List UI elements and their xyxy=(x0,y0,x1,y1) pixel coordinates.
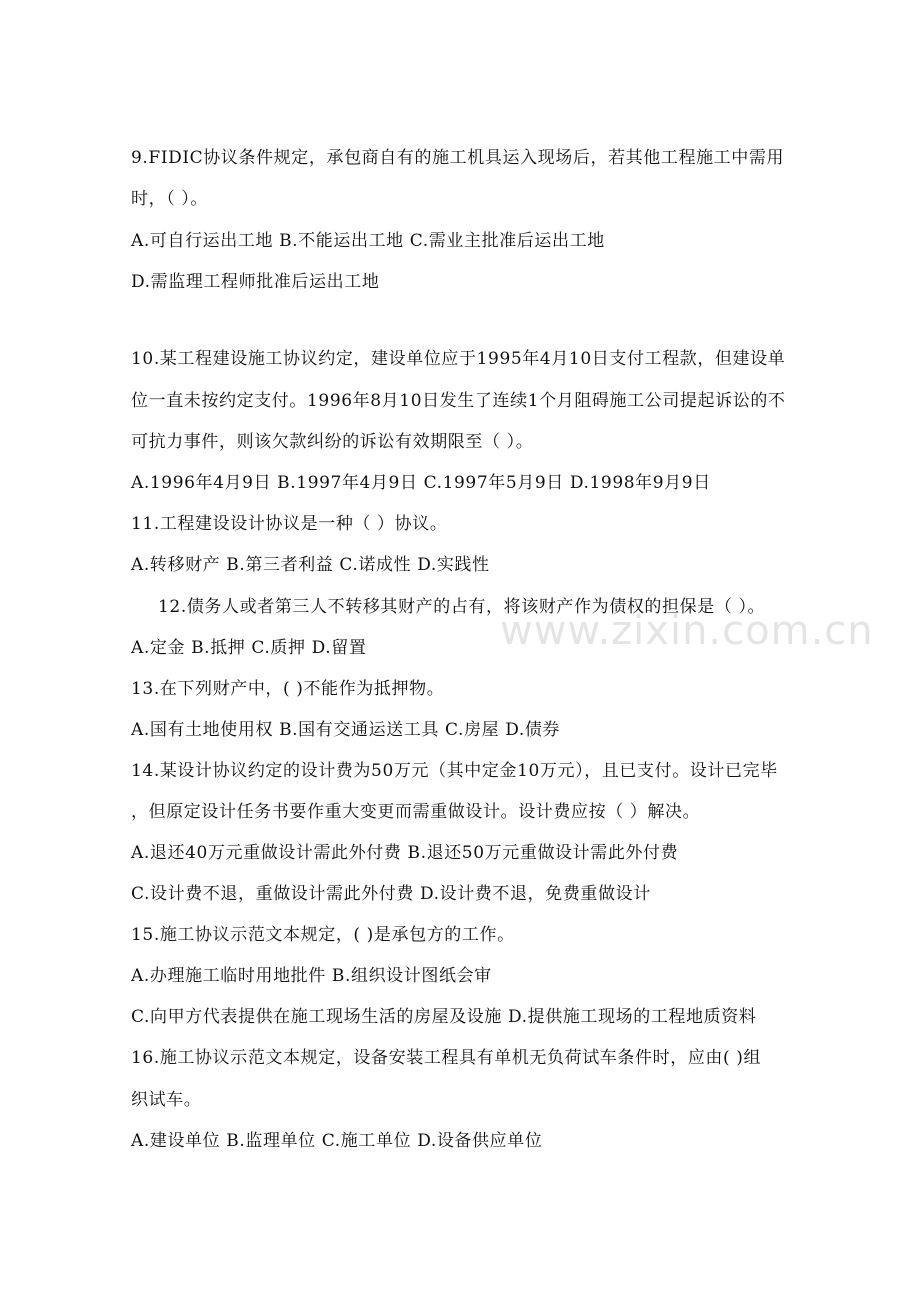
question-16-options: A.建设单位 B.监理单位 C.施工单位 D.设备供应单位 xyxy=(131,1131,543,1151)
question-13: 13.在下列财产中，( )不能作为抵押物。 xyxy=(131,679,445,699)
question-11-options: A.转移财产 B.第三者利益 C.诺成性 D.实践性 xyxy=(131,555,490,575)
question-16-line-1: 16.施工协议示范文本规定，设备安装工程具有单机无负荷试车条件时，应由( )组 xyxy=(131,1048,762,1068)
question-10-options: A.1996年4月9日 B.1997年4月9日 C.1997年5月9日 D.1998年9月9日 xyxy=(131,473,711,493)
question-10-line-3: 可抗力事件，则该欠款纠纷的诉讼有效期限至（ ）。 xyxy=(131,432,534,452)
question-9-line-2: 时，（ ）。 xyxy=(131,189,209,209)
question-15-options-line-1: A.办理施工临时用地批件 B.组织设计图纸会审 xyxy=(131,966,492,986)
question-14-line-1: 14.某设计协议约定的设计费为50万元（其中定金10万元），且已支付。设计已完毕 xyxy=(131,761,778,781)
question-14-options-line-2: C.设计费不退，重做设计需此外付费 D.设计费不退，免费重做设计 xyxy=(131,884,651,904)
question-10-line-1: 10.某工程建设施工协议约定，建设单位应于1995年4月10日支付工程款，但建设单 xyxy=(131,349,786,369)
question-11: 11.工程建设设计协议是一种（ ）协议。 xyxy=(131,514,448,534)
question-13-options: A.国有土地使用权 B.国有交通运送工具 C.房屋 D.债券 xyxy=(131,720,561,740)
question-9-line-1: 9.FIDIC协议条件规定，承包商自有的施工机具运入现场后，若其他工程施工中需用 xyxy=(131,148,785,168)
question-14-options-line-1: A.退还40万元重做设计需此外付费 B.退还50万元重做设计需此外付费 xyxy=(131,843,679,863)
question-10-line-2: 位一直未按约定支付。1996年8月10日发生了连续1个月阻碍施工公司提起诉讼的不 xyxy=(131,391,786,411)
question-12-options: A.定金 B.抵押 C.质押 D.留置 xyxy=(131,638,367,658)
watermark-text: www.zixin.com.cn xyxy=(500,608,874,654)
question-14-line-2: ，但原定设计任务书要作重大变更而需重做设计。设计费应按（ ）解决。 xyxy=(131,802,701,822)
question-16-line-2: 织试车。 xyxy=(131,1090,202,1110)
question-12: 12.债务人或者第三人不转移其财产的占有，将该财产作为债权的担保是（ ）。 xyxy=(158,597,766,617)
question-15-options-line-2: C.向甲方代表提供在施工现场生活的房屋及设施 D.提供施工现场的工程地质资料 xyxy=(131,1007,757,1027)
question-9-options-line-1: A.可自行运出工地 B.不能运出工地 C.需业主批准后运出工地 xyxy=(131,231,605,251)
question-15: 15.施工协议示范文本规定，( )是承包方的工作。 xyxy=(131,925,515,945)
question-9-options-line-2: D.需监理工程师批准后运出工地 xyxy=(131,272,380,292)
